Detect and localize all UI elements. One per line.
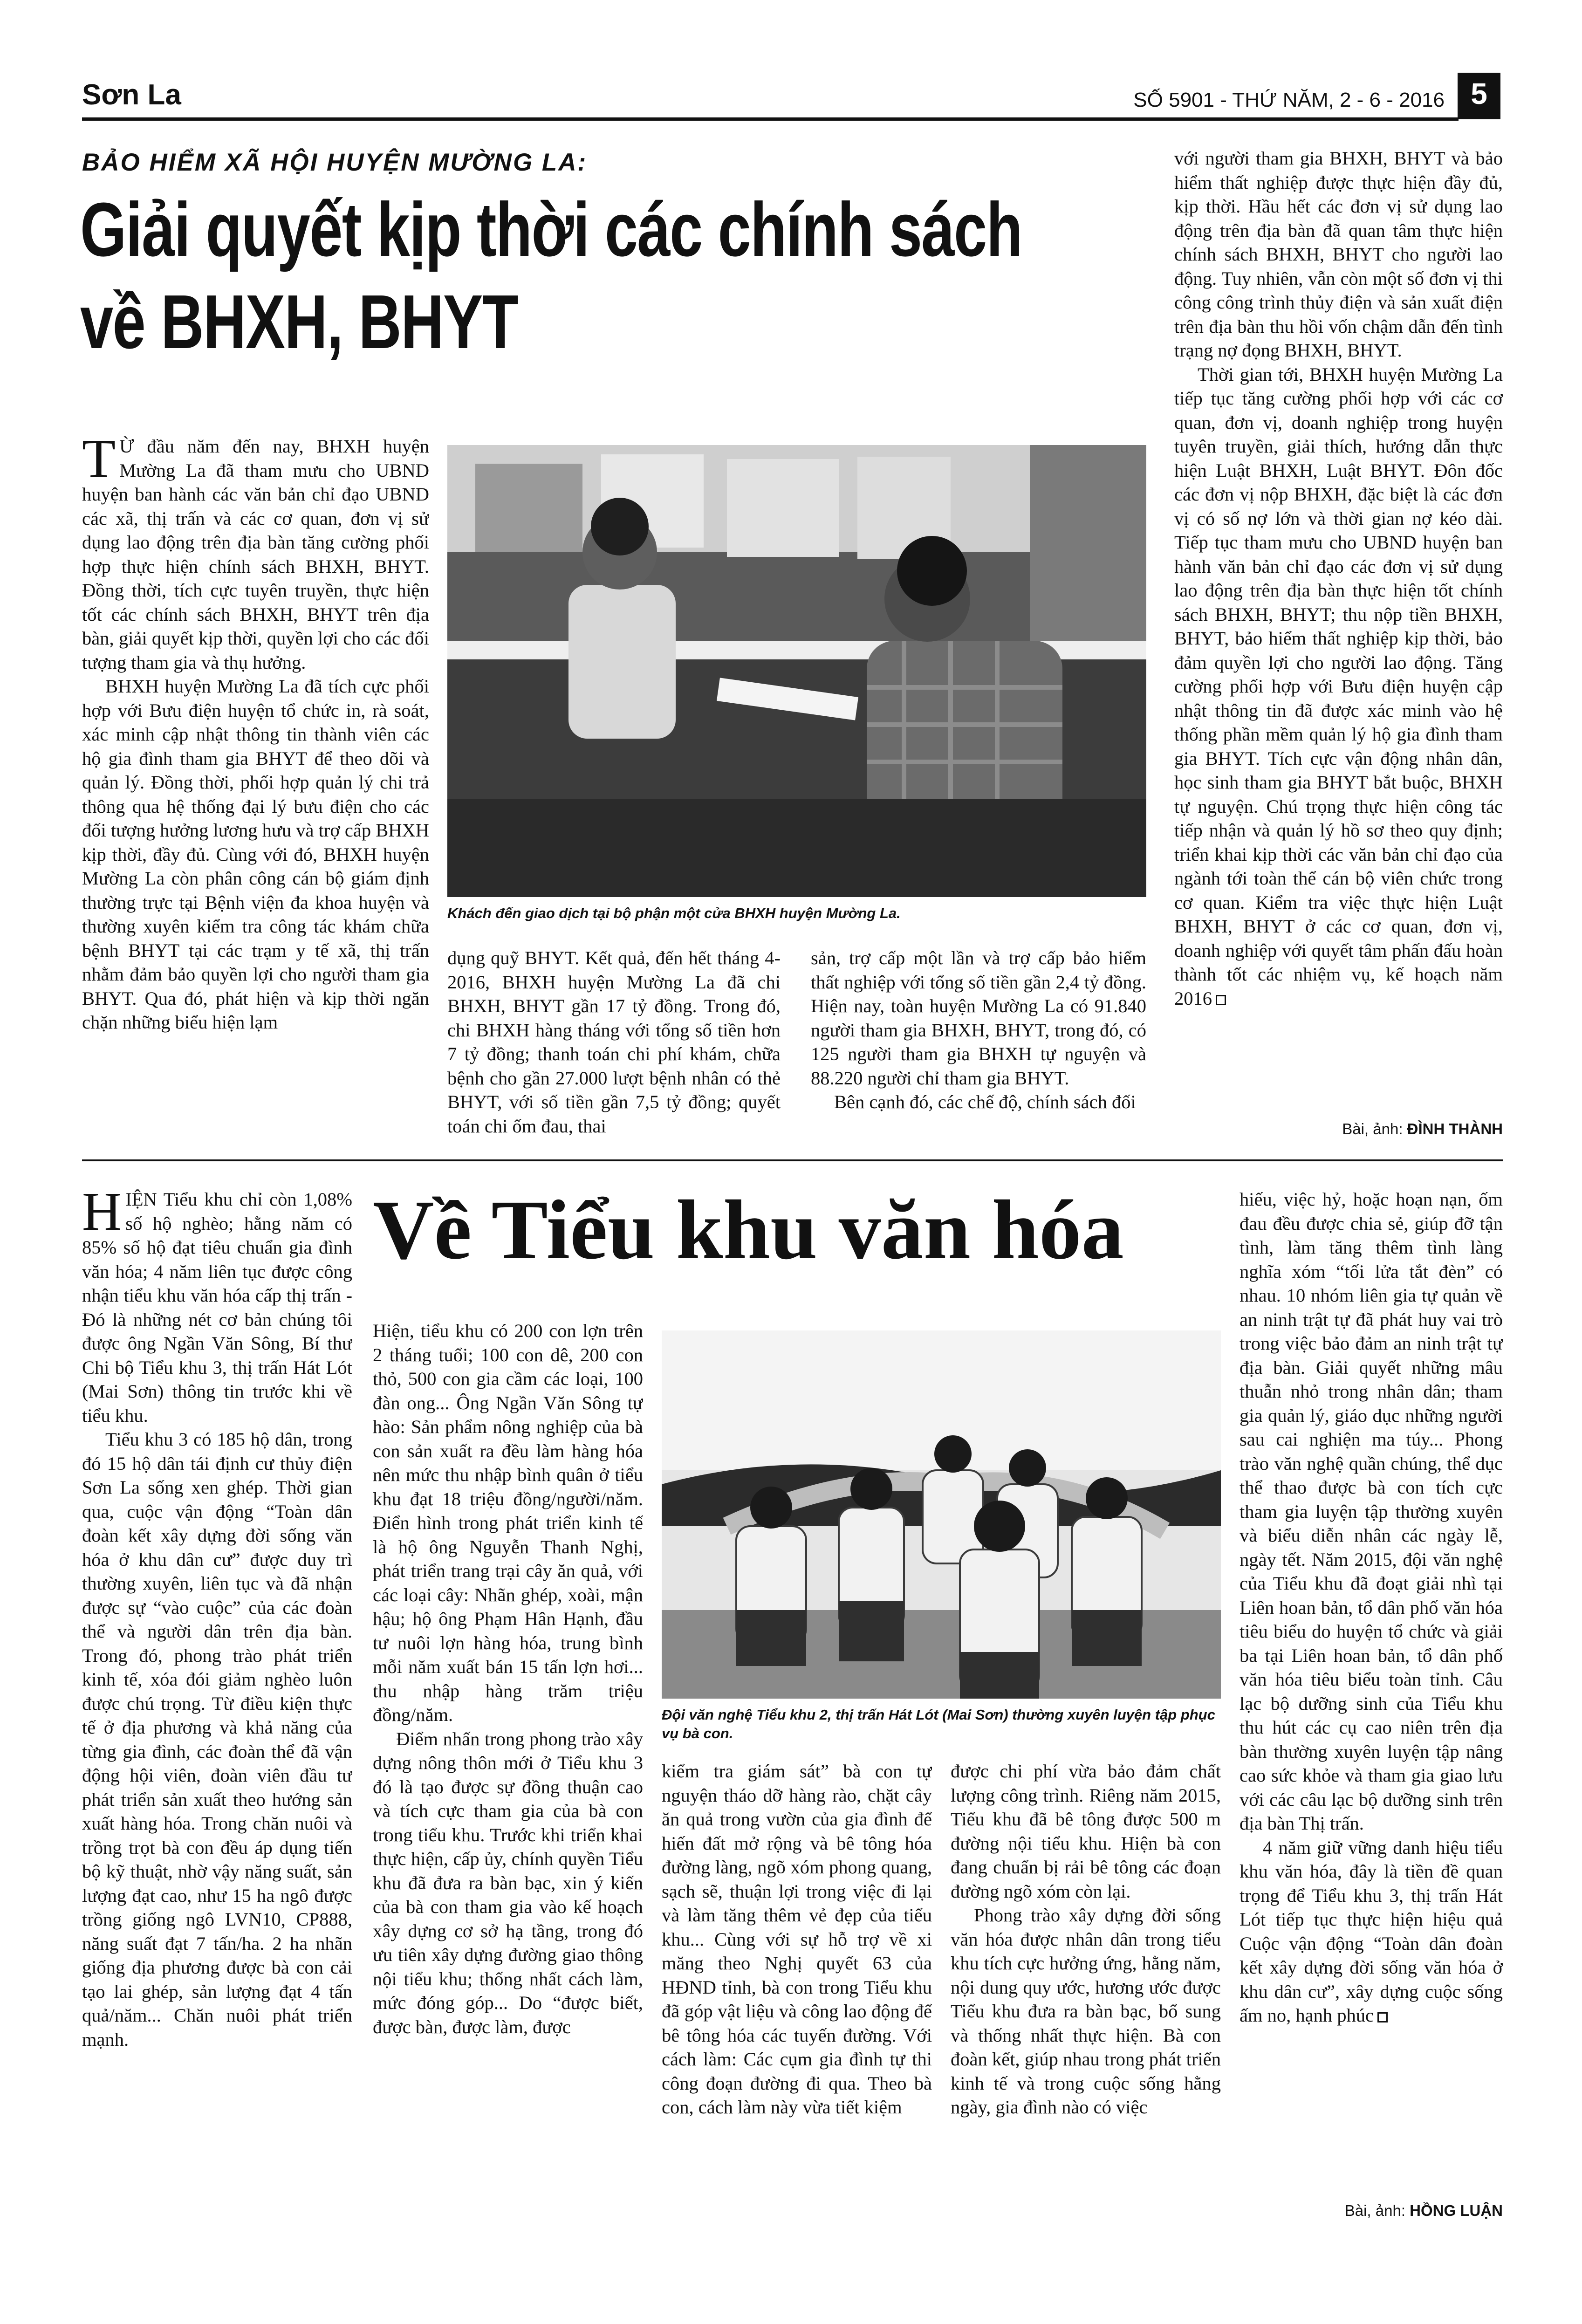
article1-headline-line1: Giải quyết kịp thời các chính sách (80, 187, 1022, 272)
article1-kicker: BẢO HIỂM XÃ HỘI HUYỆN MƯỜNG LA: (82, 149, 588, 176)
article2-headline: Về Tiểu khu văn hóa (373, 1183, 1124, 1277)
article1-column-2 (447, 946, 781, 1156)
end-mark-icon (1216, 995, 1226, 1005)
article1-headline-line2: về BHXH, BHYT (80, 279, 518, 364)
article1-column-4 (1174, 146, 1503, 1116)
header-rule (82, 117, 1459, 121)
paragraph: Hiện, tiểu khu có 200 con lợn trên 2 tháng tuổi; 100 con dê, 200 con thỏ, 500 con gia cầm các loại, 100 đàn ong... Ông Ngần Văn Sông tự hào: Sản phẩm nông nghiệp của bà con sản xuất ra đều làm hàng hóa nên mức thu nhập bình quân ở tiểu khu đạt 18 triệu đồng/người/năm. Điển hình trong phát triển kinh tế là hộ ông Nguyễn Thanh Nghị, phát triển trang trại cây ăn quả, với các loại cây: Nhãn ghép, xoài, mận hậu; hộ ông Phạm Hân Hạnh, đầu tư nuôi lợn hàng hóa, trung bình mỗi năm xuất bán 15 tấn lợn hơi... thu nhập hàng trăm triệu đồng/năm. (373, 1320, 643, 1725)
article1-column-3 (811, 946, 1146, 1156)
article2-column-1 (82, 1187, 352, 2231)
dropcap: H (82, 1187, 122, 1242)
paragraph: được chi phí vừa bảo đảm chất lượng công trình. Riêng năm 2015, Tiểu khu đã bê tông được 500 m đường nội tiểu khu. Hiện bà con đang chuẩn bị rải bê tông các đoạn đường ngõ xóm còn lại. (951, 1761, 1221, 1902)
article-divider (82, 1159, 1503, 1161)
office-scene-image (447, 445, 1146, 897)
paragraph: Bên cạnh đó, các chế độ, chính sách đối (834, 1091, 1136, 1112)
article2-byline: Bài, ảnh: HỒNG LUẬN (1344, 2202, 1503, 2219)
paragraph: Tiểu khu 3 có 185 hộ dân, trong đó 15 hộ dân tái định cư thủy điện Sơn La sống xen ghép. Thời gian qua, cuộc vận động “Toàn dân đoàn kết xây dựng đời sống văn hóa ở khu dân cư” được duy trì thường xuyên, liên tục và đã nhận được sự “vào cuộc” của các đoàn thể và người dân trên địa bàn. Trong đó, phong trào phát triển kinh tế, xóa đói giảm nghèo luôn được chú trọng. Từ điều kiện thực tế ở địa phương và khả năng của từng gia đình, các đoàn thể đã vận động hội viên, đoàn viên đầu tư phát triển sản xuất theo hướng sản xuất hàng hóa. Trong chăn nuôi và trồng trọt bà con đều áp dụng tiến bộ kỹ thuật, nhờ vậy năng suất, sản lượng đạt cao, như 15 ha ngô được trồng giống ngô LVN10, CP888, năng suất đạt 7 tấn/ha. 2 ha nhãn giống địa phương được bà con cải tạo lai ghép, sản lượng đạt 4 tấn quả/năm... Chăn nuôi phát triển mạnh. (82, 1429, 352, 2050)
paragraph: BHXH huyện Mường La đã tích cực phối hợp với Bưu điện huyện tổ chức in, rà soát, xác minh cập nhật thông tin thành viên các hộ gia đình tham gia BHYT để theo dõi và quản lý. Đồng thời, phối hợp quản lý chi trả thông qua hệ thống đại lý bưu điện cho các đối tượng hưởng lương hưu và trợ cấp BHXH kịp thời, đầy đủ. Cùng với đó, BHXH huyện Mường La còn phân công cán bộ giám định thường trực tại Bệnh viện đa khoa huyện và thường xuyên kiểm tra công tác khám chữa bệnh BHYT tại các trạm y tế xã, thị trấn nhằm đảm bảo quyền lợi cho người tham gia BHYT. Qua đó, phát hiện và kịp thời ngăn chặn những biểu hiện lạm (82, 676, 429, 1033)
article2-photo (662, 1330, 1221, 1699)
article1-column-1 (82, 434, 429, 1152)
dropcap: T (82, 434, 116, 489)
article2-column-4 (951, 1759, 1221, 2232)
article2-photo-caption: Đội văn nghệ Tiểu khu 2, thị trấn Hát Lót (Mai Sơn) thường xuyên luyện tập phục vụ bà con. (662, 1707, 1215, 1741)
article1-byline: Bài, ảnh: ĐÌNH THÀNH (1342, 1120, 1503, 1138)
article1-photo (447, 445, 1146, 897)
paragraph: kiểm tra giám sát” bà con tự nguyện tháo dỡ hàng rào, chặt cây ăn quả trong vườn của gia đình để hiến đất mở rộng và bê tông hóa đường làng, ngõ xóm phong quang, sạch sẽ, thuận lợi trong việc đi lại và làm tăng thêm vẻ đẹp của tiểu khu... Cùng với sự hỗ trợ về xi măng theo Nghị quyết 63 của HĐND tỉnh, bà con trong Tiểu khu đã góp vật liệu và công lao động để bê tông hóa các tuyến đường. Với cách làm: Các cụm gia đình tự thi công đoạn đường đi qua. Theo bà con, cách làm này vừa tiết kiệm (662, 1761, 932, 2118)
section-name: Sơn La (82, 79, 181, 111)
article2-column-5 (1240, 1187, 1503, 2199)
paragraph: Phong trào xây dựng đời sống văn hóa được nhân dân trong tiểu khu tích cực hưởng ứng, hằng năm, nội dung quy ước, hương ước được Tiểu khu đưa ra bàn bạc, bổ sung và thống nhất thực hiện. Bà con đoàn kết, giúp nhau trong phát triển kinh tế và trong cuộc sống hằng ngày, gia đình nào có việc (951, 1905, 1221, 2118)
article2-column-3 (662, 1759, 932, 2232)
paragraph: Điểm nhấn trong phong trào xây dựng nông thôn mới ở Tiểu khu 3 đó là tạo được sự đồng thuận cao và tích cực tham gia của bà con trong tiểu khu. Trước khi triển khai thực hiện, cấp ủy, chính quyền Tiểu khu đã đưa ra bàn bạc, xin ý kiến của bà con tham gia vào kế hoạch xây dựng cơ sở hạ tầng, trong đó ưu tiên xây dựng đường giao thông nội tiểu khu; thống nhất cách làm, mức đóng góp... Do “được biết, được bàn, được làm, được (373, 1728, 643, 2037)
paragraph: sản, trợ cấp một lần và trợ cấp bảo hiểm thất nghiệp với tổng số tiền gần 2,4 tỷ đồng. Hiện nay, toàn huyện Mường La có 91.840 người tham gia BHXH, BHYT, trong đó, có 125 người tham gia BHXH tự nguyện và 88.220 người chỉ tham gia BHYT. (811, 947, 1146, 1089)
paragraph: dụng quỹ BHYT. Kết quả, đến hết tháng 4-2016, BHXH huyện Mường La đã chi BHXH, BHYT gần 17 tỷ đồng. Trong đó, chi BHXH hàng tháng với tổng số tiền hơn 7 tỷ đồng; thanh toán chi phí khám, chữa bệnh cho gần 27.000 lượt bệnh nhân có thẻ BHYT, với số tiền gần 7,5 tỷ đồng; quyết toán chi ốm đau, thai (447, 947, 781, 1137)
article1-photo-caption: Khách đến giao dịch tại bộ phận một cửa BHXH huyện Mường La. (447, 905, 901, 921)
paragraph: Thời gian tới, BHXH huyện Mường La tiếp tục tăng cường phối hợp với các cơ quan, đơn vị, doanh nghiệp trong huyện tuyên truyền, giải thích, hướng dẫn thực hiện Luật BHXH, Luật BHYT. Đôn đốc các đơn vị nộp BHXH, đặc biệt là các đơn vị có số nợ lớn và thời gian nợ kéo dài. Tiếp tục tham mưu cho UBND huyện ban hành văn bản chỉ đạo các đơn vị sử dụng lao động trên địa bàn thực hiện tốt chính sách BHXH, BHYT; thu nộp tiền BHXH, BHYT, bảo hiểm thất nghiệp kịp thời, bảo đảm quyền lợi cho người lao động. Tăng cường phối hợp với Bưu điện huyện cập nhật thông tin đã được xác minh vào hệ thống phần mềm quản lý hộ gia đình tham gia BHYT. Tích cực vận động nhân dân, học sinh tham gia BHYT bắt buộc, BHXH tự nguyện. Chú trọng thực hiện công tác tiếp nhận và quản lý hồ sơ theo quy định; triển khai kịp thời các văn bản chỉ đạo của ngành tới toàn thể cán bộ viên chức trong cơ quan. Kiểm tra việc thực hiện Luật BHXH, BHYT ở các cơ quan, đơn vị, doanh nghiệp với quyết tâm phấn đấu hoàn thành tốt các nhiệm vụ, kế hoạch năm 2016 (1174, 363, 1503, 1009)
end-mark-icon (1377, 2012, 1388, 2022)
page-number: 5 (1458, 73, 1500, 119)
paragraph: IỆN Tiểu khu chỉ còn 1,08% số hộ nghèo; hằng năm có 85% số hộ đạt tiêu chuẩn gia đình văn hóa; 4 năm liên tục được công nhận tiểu khu văn hóa cấp thị trấn - Đó là những nét cơ bản chúng tôi được ông Ngần Văn Sông, Bí thư Chi bộ Tiểu khu 3, thị trấn Hát Lót (Mai Sơn) thông tin trước khi về tiểu khu. (82, 1189, 352, 1426)
paragraph: Ừ đầu năm đến nay, BHXH huyện Mường La đã tham mưu cho UBND huyện ban hành các văn bản chỉ đạo UBND các xã, thị trấn và các cơ quan, đơn vị sử dụng lao động trên địa bàn tăng cường phối hợp thực hiện chính sách BHXH, BHYT. Đồng thời, tích cực tuyên truyền, thực hiện tốt các chính sách BHXH, BHYT trên địa bàn, giải quyết kịp thời, quyền lợi cho các đối tượng tham gia và thụ hưởng. (82, 436, 429, 673)
article2-column-2 (373, 1319, 643, 2232)
issue-info: SỐ 5901 - THỨ NĂM, 2 - 6 - 2016 (1133, 89, 1445, 111)
paragraph: 4 năm giữ vững danh hiệu tiểu khu văn hóa, đây là tiền đề quan trọng để Tiểu khu 3, thị trấn Hát Lót tiếp tục thực hiện hiệu quả Cuộc vận động “Toàn dân đoàn kết xây dựng đời sống văn hóa ở khu dân cư”, xây dựng cuộc sống ấm no, hạnh phúc (1240, 1837, 1503, 2026)
dance-troupe-image (662, 1330, 1221, 1699)
paragraph: với người tham gia BHXH, BHYT và bảo hiểm thất nghiệp được thực hiện đầy đủ, kịp thời. Hầu hết các đơn vị sử dụng lao động trên địa bàn đã quan tâm thực hiện chính sách BHXH, BHYT cho người lao động. Tuy nhiên, vẫn còn một số đơn vị thi công công trình thủy điện và sản xuất điện trên địa bàn thu hồi vốn chậm dẫn đến tình trạng nợ đọng BHXH, BHYT. (1174, 148, 1503, 361)
paragraph: hiếu, việc hỷ, hoặc hoạn nạn, ốm đau đều được chia sẻ, giúp đỡ tận tình, làm tăng thêm tình làng nghĩa xóm “tối lửa tắt đèn” có nhau. 10 nhóm liên gia tự quản về an ninh trật tự đã phát huy vai trò trong việc bảo đảm an ninh trật tự địa bàn. Giải quyết những mâu thuẫn nhỏ trong nhân dân; tham gia quản lý, giáo dục những người sau cai nghiện ma túy... Phong trào văn nghệ quần chúng, thể dục thể thao được bà con tích cực tham gia luyện tập thường xuyên và biểu diễn nhân các ngày lễ, ngày tết. Năm 2015, đội văn nghệ của Tiểu khu đã đoạt giải nhì tại Liên hoan bản, tổ dân phố văn hóa tiêu biểu do huyện tổ chức và giải ba tại Liên hoan bản, tổ dân phố văn hóa tiêu biểu toàn tỉnh. Câu lạc bộ dưỡng sinh của Tiểu khu thu hút các cụ cao niên trên địa bàn thường xuyên luyện tập nâng cao sức khỏe và tham gia giao lưu với các câu lạc bộ dưỡng sinh trên địa bàn Thị trấn. (1240, 1189, 1503, 1834)
